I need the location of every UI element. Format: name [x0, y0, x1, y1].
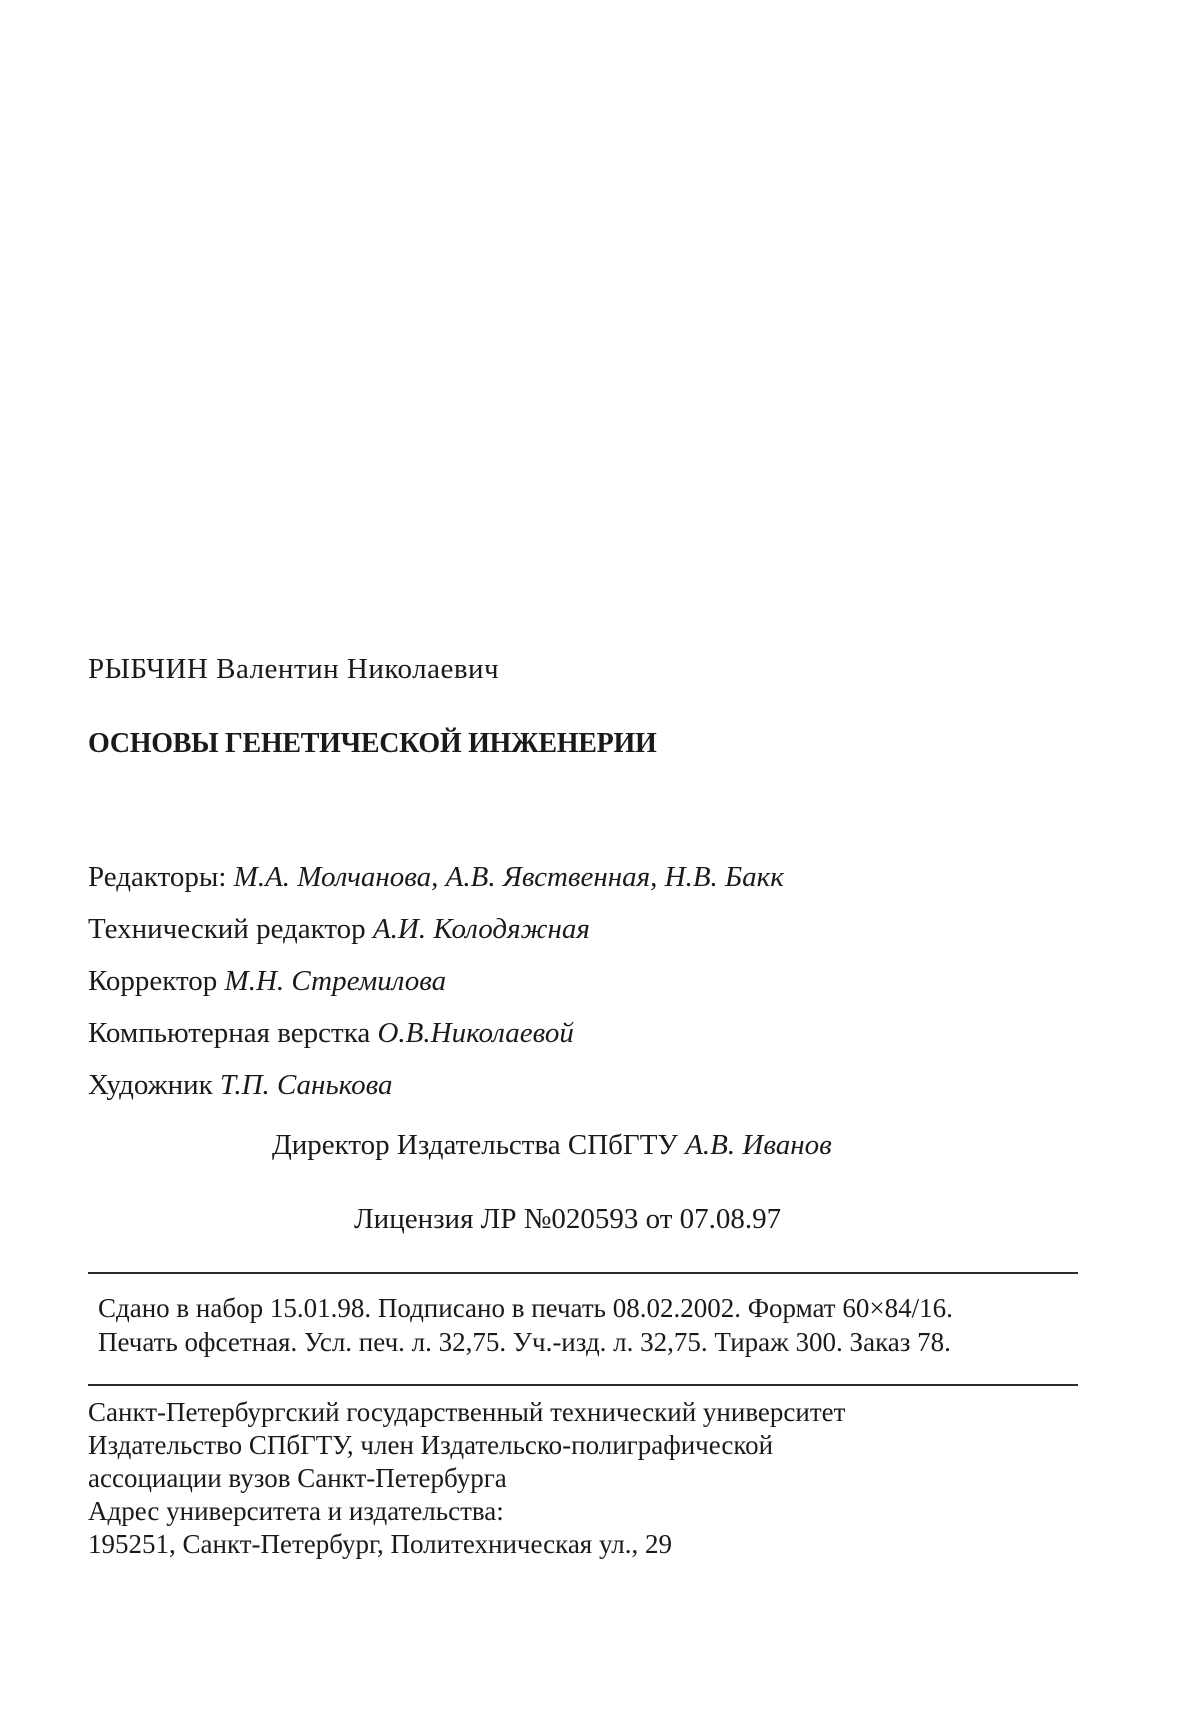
book-title: ОСНОВЫ ГЕНЕТИЧЕСКОЙ ИНЖЕНЕРИИ: [88, 728, 657, 759]
print-info-line: Печать офсетная. Усл. печ. л. 32,75. Уч.-изд. л. 32,75. Тираж 300. Заказ 78.: [98, 1327, 951, 1357]
credit-layout: [88, 1016, 574, 1050]
address-line: Санкт-Петербургский государственный технический университет: [88, 1397, 846, 1427]
credit-names: М.Н. Стремилова: [224, 965, 447, 997]
credit-role: Художник: [88, 1069, 213, 1101]
print-info-line: Сдано в набор 15.01.98. Подписано в печать 08.02.2002. Формат 60×84/16.: [98, 1293, 953, 1323]
license-line: Лицензия ЛР №020593 от 07.08.97: [354, 1203, 782, 1235]
credit-artist: [88, 1068, 393, 1102]
divider-bottom: [88, 1384, 1078, 1386]
credit-role: Корректор: [88, 965, 218, 997]
credit-role: Редакторы:: [88, 861, 227, 893]
credit-role: Технический редактор: [88, 913, 366, 945]
address-line: Адрес университета и издательства:: [88, 1496, 504, 1526]
author-name: РЫБЧИН Валентин Николаевич: [88, 653, 500, 685]
credit-names: О.В.Николаевой: [377, 1017, 574, 1049]
address-line: Издательство СПбГТУ, член Издательско-полиграфической: [88, 1430, 774, 1460]
credit-names: Т.П. Санькова: [220, 1069, 393, 1101]
credit-names: М.А. Молчанова, А.В. Явственная, Н.В. Бакк: [233, 861, 784, 893]
address-line: 195251, Санкт-Петербург, Политехническая ул., 29: [88, 1529, 673, 1559]
credit-role: Компьютерная верстка: [88, 1017, 371, 1049]
credit-editors: [88, 860, 784, 894]
credit-proofreader: [88, 964, 446, 998]
credit-names: А.И. Колодяжная: [372, 913, 590, 945]
director-name: А.В. Иванов: [685, 1129, 832, 1161]
credit-technical-editor: [88, 912, 590, 946]
director-role: Директор Издательства СПбГТУ: [272, 1129, 678, 1161]
divider-top: [88, 1272, 1078, 1274]
address-line: ассоциации вузов Санкт-Петербурга: [88, 1463, 507, 1493]
publisher-director: [272, 1128, 832, 1162]
